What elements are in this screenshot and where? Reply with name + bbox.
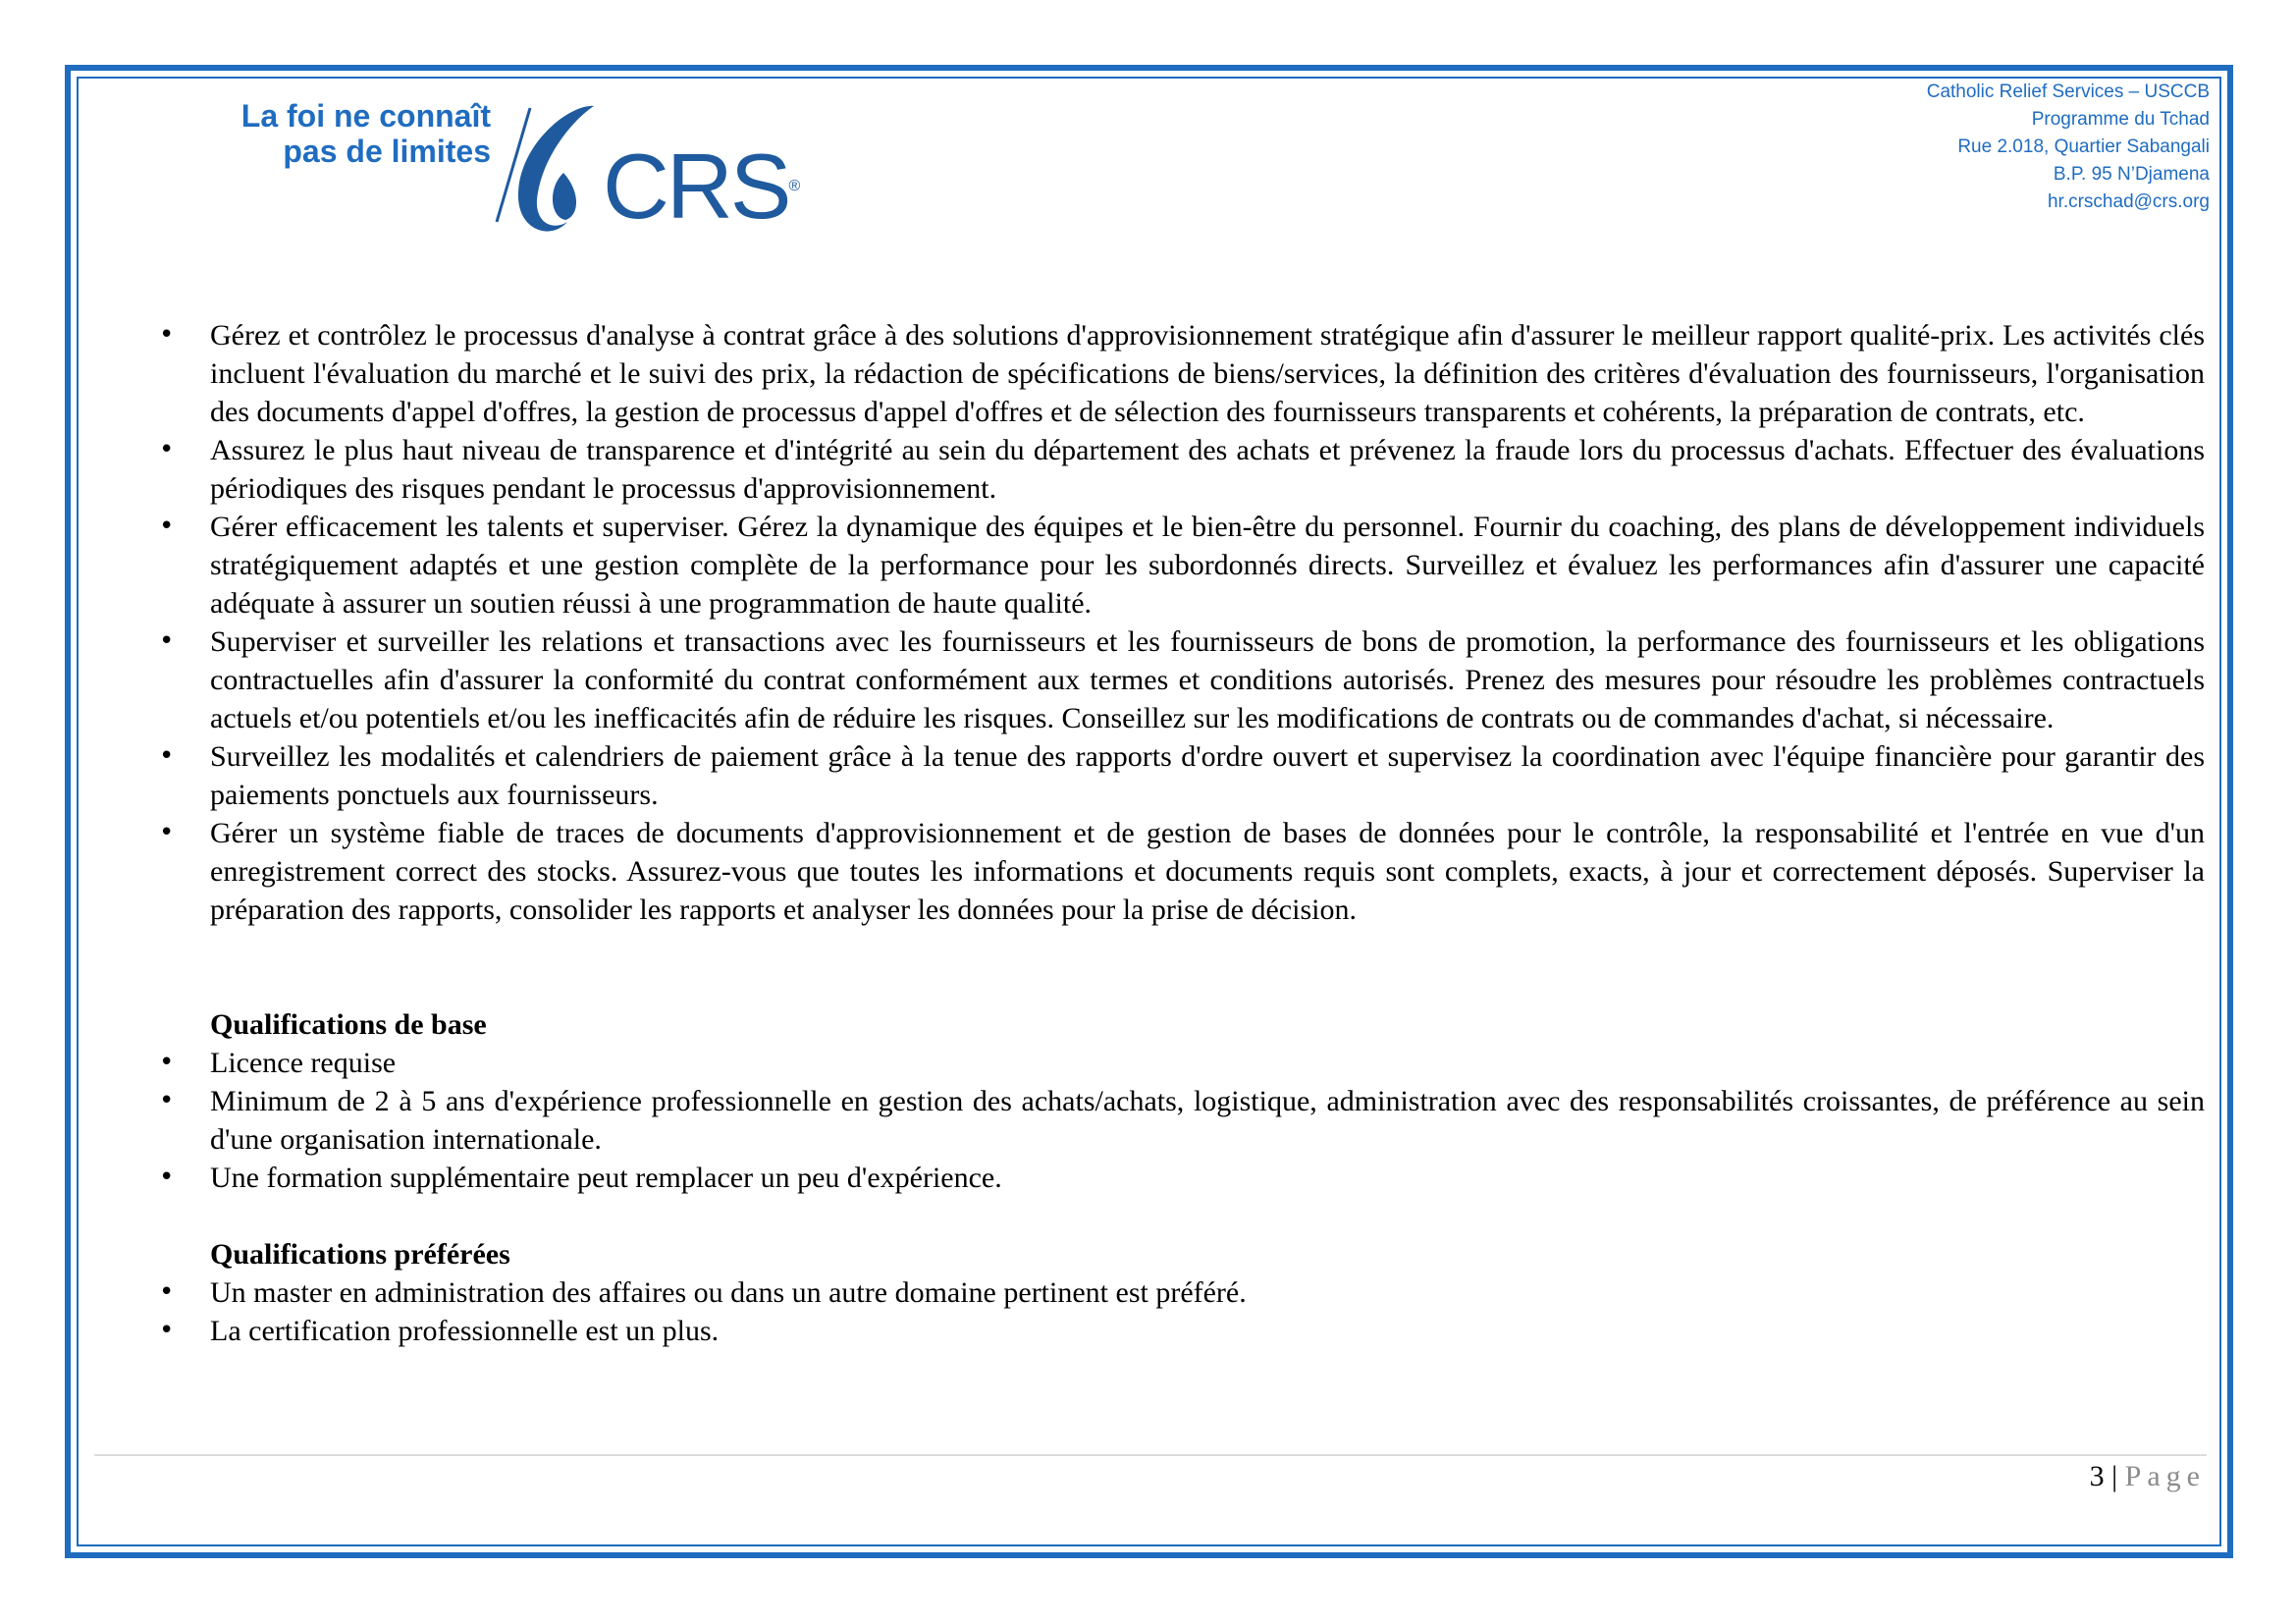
preferred-qualifications-heading: Qualifications préférées [210,1238,510,1271]
address-email: hr.crschad@crs.org [2047,191,2210,212]
basic-qualifications-list [210,1044,2205,1197]
preferred-qualifications-list [210,1273,2205,1350]
list-item: • Gérez et contrôlez le processus d'analyse à contrat grâce à des solutions d'approvisionnement stratégique afin d'assurer le meilleur rapport qualité-prix. Les activités clés incluent l'évaluation du marché et le suivi des prix, la rédaction de spécifications de biens/services, la définition des critères d'évaluation des fournisseurs, l'organisation des documents d'appel d'offres, la gestion de processus d'appel d'offres et de sélection des fournisseurs transparents et cohérents, la préparation de contrats, etc. [210,316,2205,431]
tagline-line-2: pas de limites [283,134,491,169]
page-separator: | [2111,1460,2118,1492]
footer-divider [94,1454,2207,1456]
list-item: • Superviser et surveiller les relations et transactions avec les fournisseurs et les fournisseurs de bons de promotion, la performance des fournisseurs et les obligations contractuelles afin d'assurer la conformité du contrat conformément aux termes et conditions autorisés. Prenez des mesures pour résoudre les problèmes contractuels actuels et/ou potentiels et/ou les inefficacités afin de réduire les risques. Conseillez sur les modifications de contrats ou de commandes d'achat, si nécessaire. [210,623,2205,737]
address-line: B.P. 95 N’Djamena [2053,164,2210,185]
responsibilities-list [210,316,2205,929]
page-footer [2090,1459,2206,1494]
address-line: Programme du Tchad [2031,109,2210,130]
crs-logo [206,94,801,242]
list-item: • Surveillez les modalités et calendriers de paiement grâce à la tenue des rapports d'ordre ouvert et supervisez la coordination avec l'équipe financière pour garantir des paiements ponctuels aux fournisseurs. [210,737,2205,814]
list-item: • La certification professionnelle est un plus. [210,1312,2205,1350]
address-line: Rue 2.018, Quartier Sabangali [1957,136,2210,157]
office-address [1927,79,2210,216]
address-line: Catholic Relief Services – USCCB [1926,81,2210,102]
tagline-line-1: La foi ne connaît [240,98,491,134]
logo-wordmark [603,137,800,236]
flame-icon [206,94,618,242]
document-body [210,316,2205,1350]
list-item: • Licence requise [210,1044,2205,1082]
list-item: • Un master en administration des affaires ou dans un autre domaine pertinent est préféré. [210,1273,2205,1312]
list-item: • Gérer efficacement les talents et superviser. Gérez la dynamique des équipes et le bien-être du personnel. Fournir du coaching, des plans de développement individuels stratégiquement adaptés et une gestion complète de la performance pour les subordonnés directs. Surveillez et évaluez les performances afin d'assurer une capacité adéquate à assurer un soutien réussi à une programmation de haute qualité. [210,508,2205,623]
basic-qualifications-heading: Qualifications de base [210,1008,487,1041]
page-label: Page [2124,1460,2206,1492]
logo-text: CRS [603,135,789,238]
list-item: • Minimum de 2 à 5 ans d'expérience professionnelle en gestion des achats/achats, logistique, administration avec des responsabilités croissantes, de préférence au sein d'une organisation internationale. [210,1082,2205,1159]
registered-mark: ® [788,178,801,194]
list-item: • Une formation supplémentaire peut remplacer un peu d'expérience. [210,1159,2205,1197]
list-item: • Assurez le plus haut niveau de transparence et d'intégrité au sein du département des achats et prévenez la fraude lors du processus d'achats. Effectuer des évaluations périodiques des risques pendant le processus d'approvisionnement. [210,431,2205,508]
list-item: • Gérer un système fiable de traces de documents d'approvisionnement et de gestion de bases de données pour le contrôle, la responsabilité et l'entrée en vue d'un enregistrement correct des stocks. Assurez-vous que toutes les informations et documents requis sont complets, exacts, à jour et correctement déposés. Superviser la préparation des rapports, consolider les rapports et analyser les données pour la prise de décision. [210,814,2205,929]
page-number: 3 [2089,1460,2105,1492]
